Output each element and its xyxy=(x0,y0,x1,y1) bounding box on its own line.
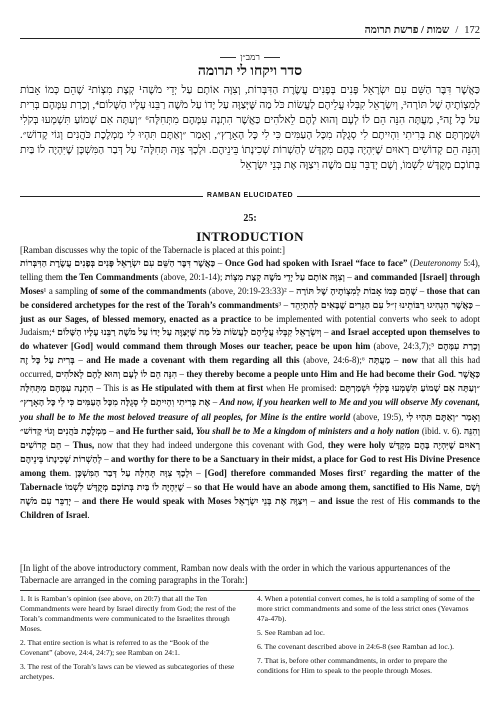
english-run: and Israel accepted upon themselves to do whatever [God] would command them through Moses our teacher, peace be upon him xyxy=(20,327,480,352)
hebrew-lemma: וְשָׁם יְדַבֵּר עִם מֹשֶׁה xyxy=(20,482,481,507)
english-run: regarding the matter of the Tabernacle xyxy=(20,467,480,492)
english-run: – xyxy=(101,453,112,464)
english-run: – xyxy=(215,258,225,268)
english-run: as He stipulated with them at first xyxy=(130,383,264,394)
english-run: Once God had spoken with Israel “face to face” xyxy=(224,258,408,268)
english-run: – xyxy=(344,272,355,283)
english-run: ( xyxy=(407,258,413,268)
hebrew-lemma: כַּאֲשֶׁר הִגְהִיגוּ רַבּוֹתֵינוּ זִ״ל עִם הַגֵּרִים שֶׁבָּאִים לְהִתְיַהֵד xyxy=(290,301,474,312)
english-run: . xyxy=(87,509,90,520)
elucidation-body xyxy=(20,257,480,522)
footnotes xyxy=(20,594,480,686)
english-run: And now, if you hearken well to Me and you will observe My covenant, you shall be to Me the most beloved treasure of all peoples, for Mine is the entire world xyxy=(20,397,481,422)
english-run: ³ – xyxy=(278,300,291,311)
footnote: 6. The covenant described above in 24:6-8 (see Ramban ad loc.). xyxy=(257,642,455,651)
footnotes-left-column xyxy=(20,594,243,686)
english-run: – xyxy=(417,286,427,297)
english-run: , xyxy=(460,481,466,492)
hebrew-lemma: שֶׁיִּהְיֶה לוֹ בַּיִת בְּתוֹכָם מְקֻדָּשׁ לִשְׁמוֹ xyxy=(64,482,184,493)
english-run: – xyxy=(192,467,205,478)
english-run: [God] therefore commanded Moses first xyxy=(204,467,364,478)
english-run: and commanded [Israel] through Moses xyxy=(20,272,480,297)
english-run: now xyxy=(401,355,418,366)
english-run: now that they had indeed undergone this covenant with God, xyxy=(94,439,328,450)
english-run: to be implemented with potential converts who seek to adopt Judaism; xyxy=(20,314,481,338)
hebrew-lemma: וְכָרַת עִמָּהֶם בְּרִית עַל כָּל זֶה xyxy=(20,342,480,367)
header-separator: / xyxy=(455,25,459,36)
english-run: . xyxy=(453,369,459,380)
english-run: commands to the Children of Israel xyxy=(20,495,481,520)
english-run: the Ten Commandments xyxy=(65,272,159,283)
english-run: Thus, xyxy=(72,439,95,450)
english-run: and issue xyxy=(318,495,355,506)
english-run: Deuteronomy xyxy=(412,258,461,268)
english-run: . xyxy=(68,467,76,478)
footnote: 1. It is Ramban’s opinion (see above, on 20:7) that all the Ten Commandments were heard by Israel directly from God; the rest of the Torah’s commandments were communicated to the Israelites through Moses. xyxy=(20,594,236,633)
page-number: 172 xyxy=(464,25,480,36)
english-run: – xyxy=(177,369,187,380)
outro-note: [In light of the above introductory comment, Ramban now deals with the order in which the various appurtenances of the Tabernacle are arranged in the coming paragraphs in the Torah:] xyxy=(20,563,451,585)
hebrew-lemma: מַעֲתָּה xyxy=(368,356,391,367)
hebrew-lemma: ״וְעַתָּה אִם שָׁמוֹעַ תִּשְׁמְעוּ בְּקֹלִי וּשְׁמַרְתֶּם אֶת בְּרִיתִי וִהְיִיתֶם לִי סְגֻלָּה מִכָּל הָעַמִּים כִּי לִי כָּל הָאָרֶץ״ xyxy=(20,384,480,409)
english-run: the rest of His xyxy=(354,495,414,506)
english-run: You shall be to Me a kingdom of ministers and a holy nation xyxy=(196,425,420,436)
english-run: ¹ a sampling xyxy=(43,286,91,297)
english-run: – xyxy=(473,300,480,311)
hebrew-lemma: וְצִוָּה אוֹתָם עַל יְדֵי מֹשֶׁה קְצָת מִצְוֹת xyxy=(224,273,345,284)
english-run: of some of the commandments xyxy=(90,286,207,297)
english-run: ⁴ xyxy=(51,327,58,338)
header-rule xyxy=(20,38,480,39)
english-run: – xyxy=(321,327,331,338)
english-run: (above, 19:5), xyxy=(350,411,407,422)
english-run: so that He would have an abode among them, sanctified to His Name xyxy=(193,481,461,492)
english-run: and worthy for there to be a Sanctuary in their midst, a place for God to rest His Divine Presence among them xyxy=(20,453,480,478)
footnote: 2. That entire section is what is referred to as the “Book of the Covenant” (above, 24:4, 24:7); see Ramban on 24:1. xyxy=(20,638,209,657)
english-run: and He further said, xyxy=(116,425,196,436)
english-run: (above, 24:6-8);⁶ xyxy=(299,355,369,366)
english-run: (above, 24:3,7);⁵ xyxy=(370,341,438,352)
hebrew-section-title: סדר ויקחו לי תרומה xyxy=(197,64,303,79)
english-run: ⁷ xyxy=(363,467,371,478)
english-run: and there He would speak with Moses xyxy=(81,495,232,506)
english-run: – This is xyxy=(93,383,131,394)
english-run: – xyxy=(390,355,402,366)
ramban-label: רמב״ן xyxy=(0,52,500,62)
english-run: that all this had occurred, xyxy=(20,355,481,380)
hebrew-lemma: רְאוּיִם שֶׁיִּהְיֶה בָּהֶם מִקְדָּשׁ לְהַשְׁרוֹת שְׁכִינָתוֹ בֵּינֵיהֶם xyxy=(20,440,481,465)
english-run: – xyxy=(210,397,220,408)
hebrew-lemma: וְיִשְׂרָאֵל קִבְּלוּ עֲלֵיהֶם לַעֲשׂוֹת כֹּל מַה שֶּׁיְּצַוֶּה עַל יָדוֹ עַל מֹשֶׁה רַבֵּנוּ עָלָיו הַשָּׁלוֹם xyxy=(57,328,322,339)
elucidated-label xyxy=(0,192,500,199)
english-run: those that can be considered archetypes for the rest of the Torah’s commandments xyxy=(20,286,480,311)
page-header xyxy=(20,20,480,36)
footnote-divider xyxy=(20,590,480,591)
hebrew-lemma: שֶׁהֵם כְּמוֹ אָבוֹת לְמִצְוֹתֶיהָ שֶׁל תּוֹרָה xyxy=(296,287,418,298)
footnote: 3. The rest of the Torah’s laws can be viewed as subcategories of these archetypes. xyxy=(20,662,235,681)
hebrew-lemma: וּלְכָךְ צִוָּה תְּחִלָּה עַל דְּבַר הַמִּשְׁכָּן xyxy=(75,468,193,479)
hebrew-lemma: וִיצַוֶּה אֶת בְּנֵי יִשְׂרָאֵל xyxy=(234,496,308,507)
english-run: and He made a covenant with them regarding all this xyxy=(86,355,300,366)
english-run: – xyxy=(71,495,82,506)
english-run: – xyxy=(183,481,194,492)
hebrew-lemma: וְהִנֵּה הֵם קְדוֹשִׁים xyxy=(20,426,481,451)
footnote: 4. When a potential convert comes, he is told a sampling of some of the more strict commandments and some of the less strict ones (Yevamos 47a-47b). xyxy=(257,594,475,623)
hebrew-commentary-paragraph: כַּאֲשֶׁר דִּבֶּר הַשֵּׁם עִם יִשְׂרָאֵל פָּנִים בְּפָנִים עֲשֶׂרֶת הַדִּבְּרוֹת, וְצִוָּה אוֹתָם עַל יְדֵי מֹשֶׁה¹ קְצָת מִצְוֹת² שֶׁהֵם כְּמוֹ אָבוֹת לְמִצְוֹתֶיהָ שֶׁל תּוֹרָה³, וְיִשְׂרָאֵל קִבְּלוּ עֲלֵיהֶם לַעֲשׂוֹת כֹּל מַה שֶּׁיְּצַוֶּה עַל יָדוֹ עַל מֹשֶׁה רַבֵּנוּ עָלָיו הַשָּׁלוֹם⁴, וְכָרַת עִמָּהֶם בְּרִית עַל כָּל זֶה⁵, מַעֲתָּה הִנֵּה הֵם לוֹ לְעָם וְהוּא לָהֶם לֵאלֹהִים כַּאֲשֶׁר הִתְנָה עִמָּהֶם מִתְּחִלָּה⁶ ״וְעַתָּה אִם שָׁמוֹעַ תִּשְׁמְעוּ בְּקֹלִי וּשְׁמַרְתֶּם אֶת בְּרִיתִי וִהְיִיתֶם לִי סְגֻלָּה מִכָּל הָעַמִּים כִּי לִי כָּל הָאָרֶץ״, וְאָמַר ״וְאַתֶּם תִּהְיוּ לִי מַמְלֶכֶת כֹּהֲנִים וְגוֹי קָדוֹשׁ״. וְהִנֵּה הֵם קְדוֹשִׁים רְאוּיִם שֶׁיִּהְיֶה בָּהֶם מִקְדָּשׁ לְהַשְׁרוֹת שְׁכִינָתוֹ בֵּינֵיהֶם. וּלְכָךְ צִוָּה תְּחִלָּה⁷ עַל דְּבַר הַמִּשְׁכָּן שֶׁיִּהְיֶה לוֹ בַּיִת בְּתוֹכָם מְקֻדָּשׁ לִשְׁמוֹ, וְשָׁם יְדַבֵּר עִם מֹשֶׁה וִיצַוֶּה אֶת בְּנֵי יִשְׂרָאֵל xyxy=(20,85,480,171)
elucidated-label-text: RAMBAN ELUCIDATED xyxy=(203,192,297,199)
english-run: (above, 20:19-23:33)² – xyxy=(206,286,297,297)
english-run: – xyxy=(61,439,73,450)
hebrew-lemma: הִנֵּה הֵם לוֹ לְעָם וְהוּא לָהֶם לֵאלֹהִים xyxy=(55,370,178,381)
hebrew-lemma: וְאָמַר ״וְאַתֶּם תִּהְיוּ לִי מַמְלֶכֶת כֹּהֲנִים וְגוֹי קָדוֹשׁ״ xyxy=(20,412,480,437)
footnote: 5. See Ramban ad loc. xyxy=(257,628,325,637)
english-run: just as our Sages, of blessed memory, enacted as a practice xyxy=(20,314,252,325)
footnote: 7. That is, before other commandments, in order to prepare the conditions for Him to speak to the people through Moses. xyxy=(257,656,448,675)
english-run: (above, 20:1-14); xyxy=(158,272,225,283)
running-title: שמות / פרשת תרומה xyxy=(364,25,450,36)
footnotes-right-column xyxy=(257,594,480,686)
intro-note: [Ramban discusses why the topic of the Tabernacle is placed at this point:] xyxy=(20,245,285,255)
english-run: when He promised: xyxy=(263,383,340,394)
english-run: they were holy xyxy=(327,439,386,450)
hebrew-lemma: כַּאֲשֶׁר דִּבֶּר הַשֵּׁם עִם יִשְׂרָאֵל פָּנִים בְּפָנִים עֲשֶׂרֶת הַדִּבְּרוֹת xyxy=(20,259,216,269)
english-run: – xyxy=(74,355,87,366)
section-title: INTRODUCTION xyxy=(196,229,304,244)
english-run: – xyxy=(106,425,117,436)
section-number: 25: xyxy=(243,213,257,224)
english-run: – xyxy=(307,495,319,506)
english-run: they thereby become a people unto Him and He had become their God xyxy=(186,369,454,380)
english-run: 5:4), telling them xyxy=(20,258,481,283)
english-run: (ibid. v. 6). xyxy=(419,425,464,436)
hebrew-lemma: כַּאֲשֶׁר הִתְנָה עִמָּהֶם מִתְּחִלָּה xyxy=(20,370,481,395)
